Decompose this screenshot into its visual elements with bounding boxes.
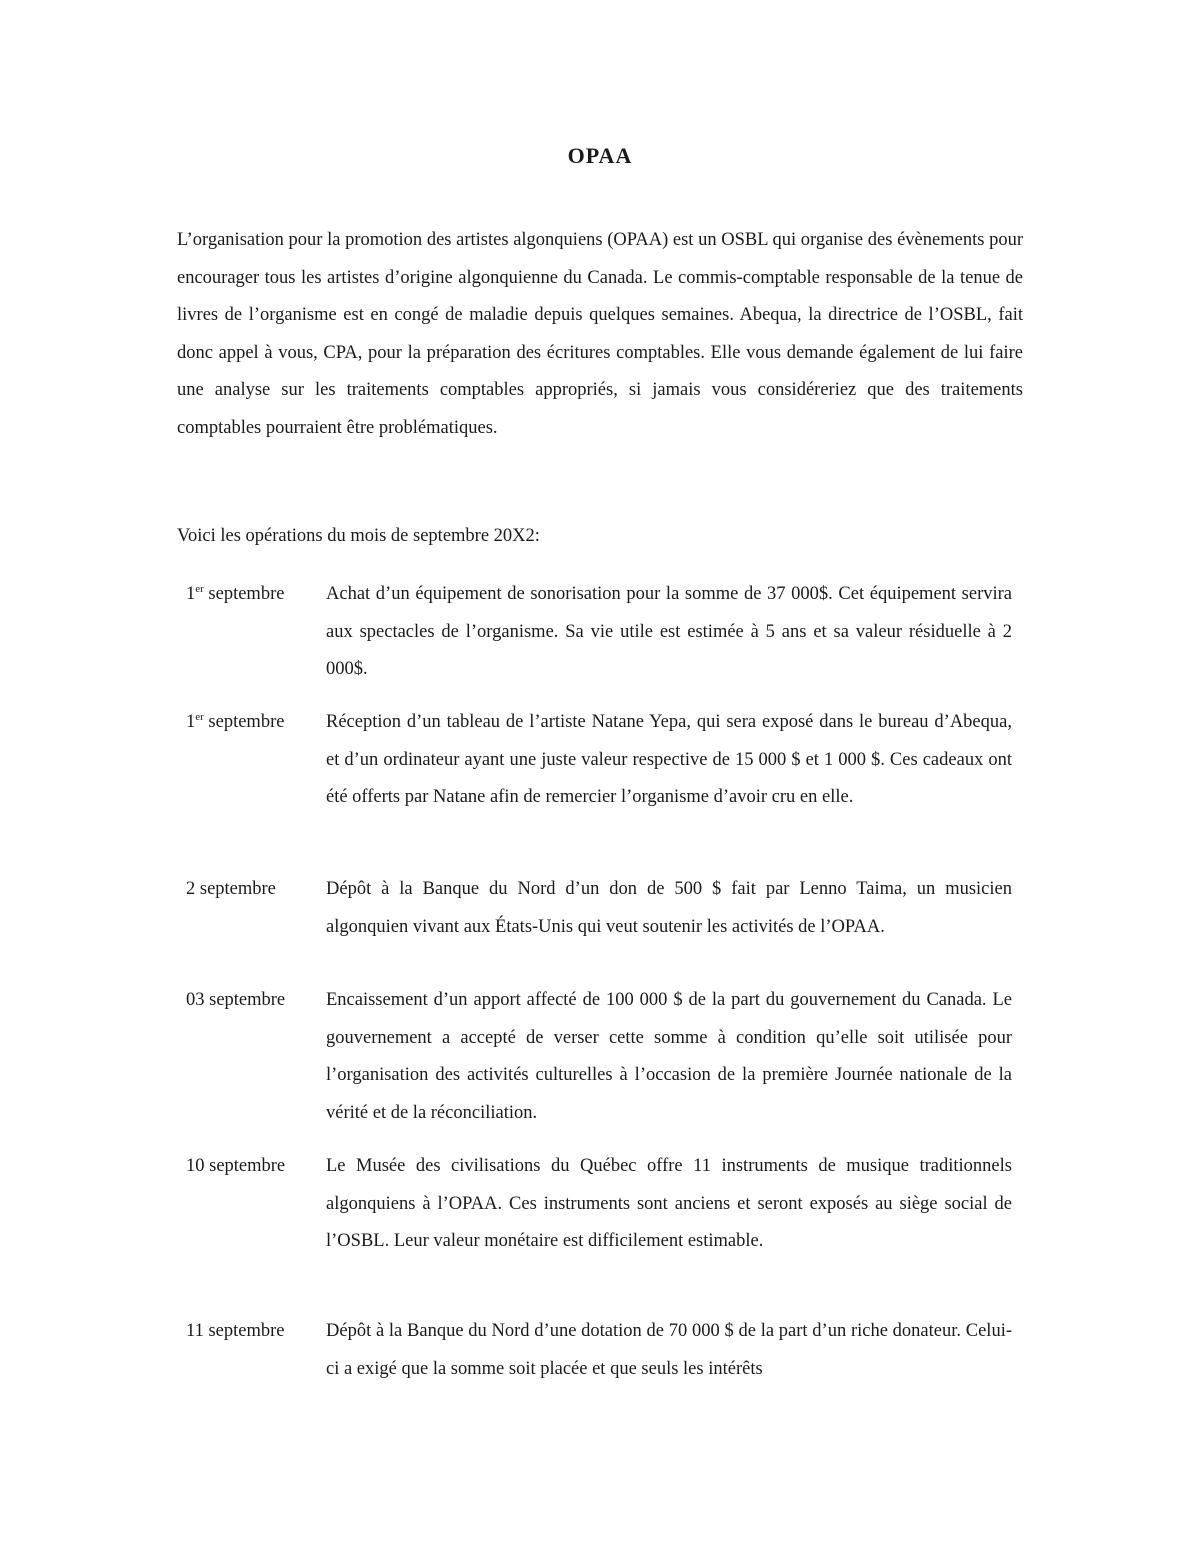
operation-date: 2 septembre — [186, 879, 276, 899]
document-title: OPAA — [567, 143, 633, 168]
operations-lead: Voici les opérations du mois de septembre 20X2: — [177, 526, 540, 546]
intro-paragraph: L’organisation pour la promotion des artistes algonquiens (OPAA) est un OSBL qui organise des évènements pour encourager tous les artistes d’origine algonquienne du Canada. Le commis-comptable responsable de la tenue de livres de l’organisme est en congé de maladie depuis quelques semaines. Abequa, la directrice de l’OSBL, fait donc appel à vous, CPA, pour la préparation des écritures comptables. Elle vous demande également de lui faire une analyse sur les traitements comptables appropriés, si jamais vous considéreriez que des traitements comptables pourraient être problématiques. — [177, 230, 1023, 438]
operation-description: Le Musée des civilisations du Québec offre 11 instruments de musique traditionnels algonquiens à l’OPAA. Ces instruments sont anciens et seront exposés au siège social de l’OSBL. Leur valeur monétaire est difficilement estimable. — [326, 1156, 1012, 1251]
operation-description: Encaissement d’un apport affecté de 100 000 $ de la part du gouvernement du Canada. Le gouvernement a accepté de verser cette somme à condition qu’elle soit utilisée pour l’organisation des activités culturelles à l’occasion de la première Journée nationale de la vérité et de la réconciliation. — [326, 990, 1012, 1123]
operation-description: Achat d’un équipement de sonorisation pour la somme de 37 000$. Cet équipement servira aux spectacles de l’organisme. Sa vie utile est estimée à 5 ans et sa valeur résiduelle à 2 000$. — [326, 584, 1012, 679]
operation-date: 1er septembre — [186, 710, 285, 732]
operation-date: 03 septembre — [186, 990, 286, 1010]
operation-description: Dépôt à la Banque du Nord d’un don de 500 $ fait par Lenno Taima, un musicien algonquien vivant aux États-Unis qui veut soutenir les activités de l’OPAA. — [326, 879, 1012, 937]
operation-description: Réception d’un tableau de l’artiste Natane Yepa, qui sera exposé dans le bureau d’Abequa, et d’un ordinateur ayant une juste valeur respective de 15 000 $ et 1 000 $. Ces cadeaux ont été offerts par Natane afin de remercier l’organisme d’avoir cru en elle. — [326, 712, 1012, 807]
operation-date: 11 septembre — [186, 1321, 285, 1341]
operation-date: 10 septembre — [186, 1156, 286, 1176]
operation-date: 1er septembre — [186, 582, 285, 604]
operation-description: Dépôt à la Banque du Nord d’une dotation de 70 000 $ de la part d’un riche donateur. Celui-ci a exigé que la somme soit placée et que seuls les intérêts — [326, 1321, 1012, 1379]
